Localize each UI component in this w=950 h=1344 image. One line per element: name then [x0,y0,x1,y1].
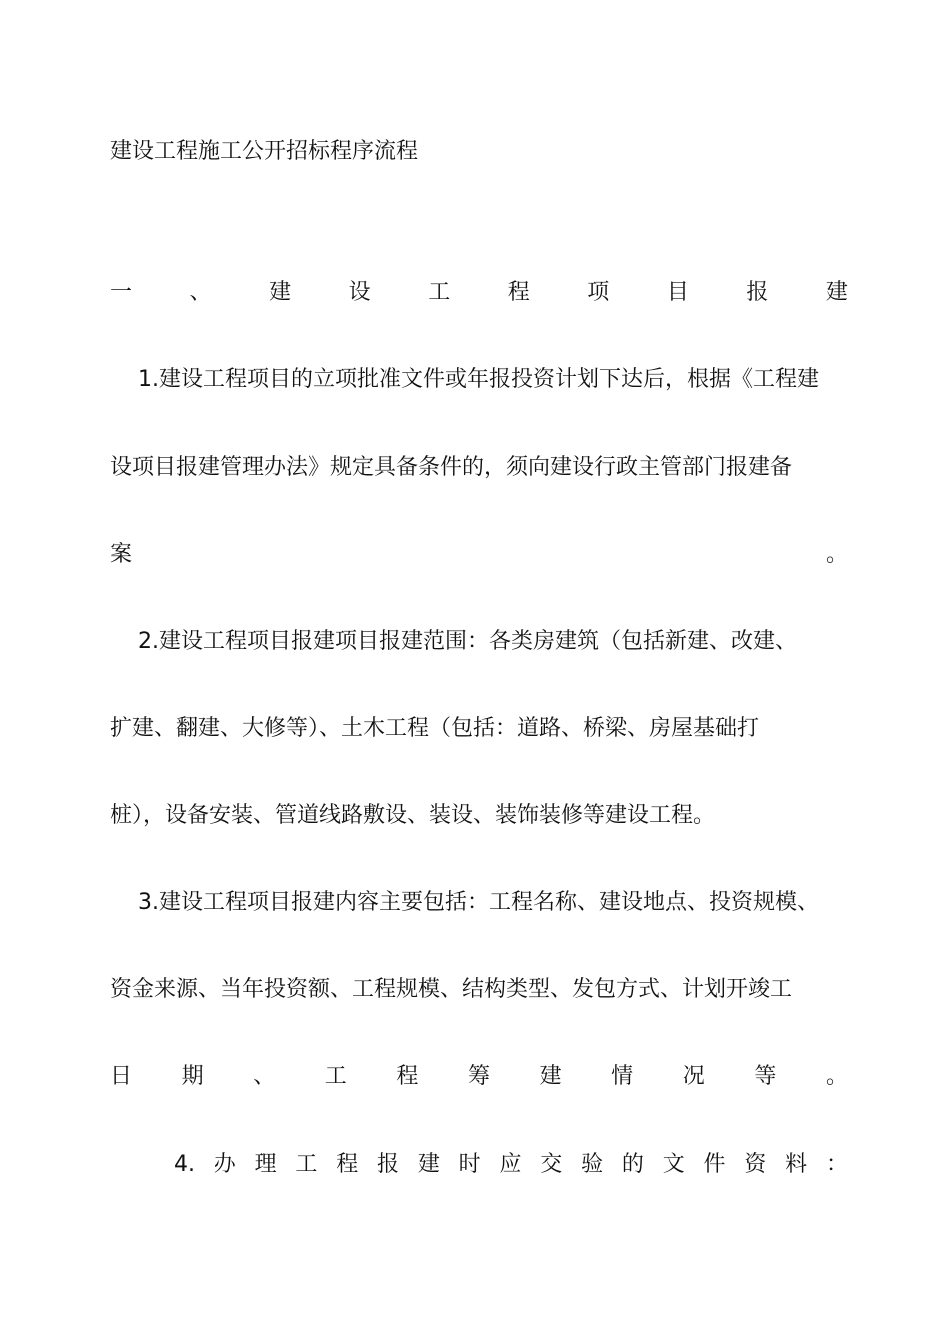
item-4-line-1-char: ： [825,1152,848,1177]
item-3-line-3-char: 建 [539,1064,562,1089]
item-3-line-3-char: 况 [682,1064,705,1089]
item-1-line-3-char: 案 [110,542,133,567]
item-3-line-2: 资金来源、当年投资额、工程规模、结构类型、发包方式、计划开竣工 [110,977,793,1002]
section-heading [110,278,848,308]
item-4-line-1-char: 的 [621,1152,644,1177]
section-heading-char: 建 [825,280,848,305]
item-2-line-1: 2.建设工程项目报建项目报建范围：各类房建筑（包括新建、改建、 [138,629,797,654]
item-4-line-1-char: 4. [174,1152,195,1177]
section-heading-char: 程 [507,280,530,305]
item-4-line-1-char: 资 [744,1152,767,1177]
item-1-line-3-char: 。 [825,542,848,567]
item-4-line-1-char: 工 [295,1152,318,1177]
item-2-line-3: 桩），设备安装、管道线路敷设、装设、装饰装修等建设工程。 [110,803,716,828]
section-heading-char: 工 [428,280,451,305]
item-3-line-3-char: 、 [253,1064,276,1089]
item-4-line-1-char: 程 [336,1152,359,1177]
item-3-line-3-char: 情 [611,1064,634,1089]
section-heading-char: 项 [587,280,610,305]
item-3-line-3-char: 期 [181,1064,204,1089]
item-4-line-1-char: 验 [581,1152,604,1177]
item-1-line-1: 1.建设工程项目的立项批准文件或年报投资计划下达后，根据《工程建 [138,367,819,392]
item-4-line-1-char: 应 [499,1152,522,1177]
section-heading-char: 设 [348,280,371,305]
item-4-line-1-char: 报 [377,1152,400,1177]
item-2-line-2: 扩建、翻建、大修等）、土木工程（包括：道路、桥梁、房屋基础打 [110,716,760,741]
item-3-line-3-char: 日 [110,1064,133,1089]
section-heading-char: 报 [746,280,769,305]
section-heading-char: 、 [189,280,212,305]
item-4-line-1-char: 时 [458,1152,481,1177]
item-1-line-2: 设项目报建管理办法》规定具备条件的，须向建设行政主管部门报建备 [110,455,793,480]
section-heading-char: 一 [110,280,133,305]
item-4-line-1 [174,1150,848,1180]
item-4-line-1-char: 料 [785,1152,808,1177]
item-3-line-3-char: 筹 [467,1064,490,1089]
item-3-line-3-char: 。 [825,1064,848,1089]
item-3-line-3-char: 工 [324,1064,347,1089]
item-4-line-1-char: 建 [417,1152,440,1177]
item-4-line-1-char: 理 [254,1152,277,1177]
item-4-line-1-char: 文 [662,1152,685,1177]
item-3-line-3-char: 程 [396,1064,419,1089]
section-heading-char: 建 [269,280,292,305]
item-3-line-3 [110,1062,848,1092]
item-3-line-3-char: 等 [754,1064,777,1089]
item-4-line-1-char: 交 [540,1152,563,1177]
item-1-line-3 [110,540,848,570]
document-title: 建设工程施工公开招标程序流程 [110,139,419,164]
item-4-line-1-char: 件 [703,1152,726,1177]
section-heading-char: 目 [666,280,689,305]
item-4-line-1-char: 办 [213,1152,236,1177]
item-3-line-1: 3.建设工程项目报建内容主要包括：工程名称、建设地点、投资规模、 [138,890,819,915]
